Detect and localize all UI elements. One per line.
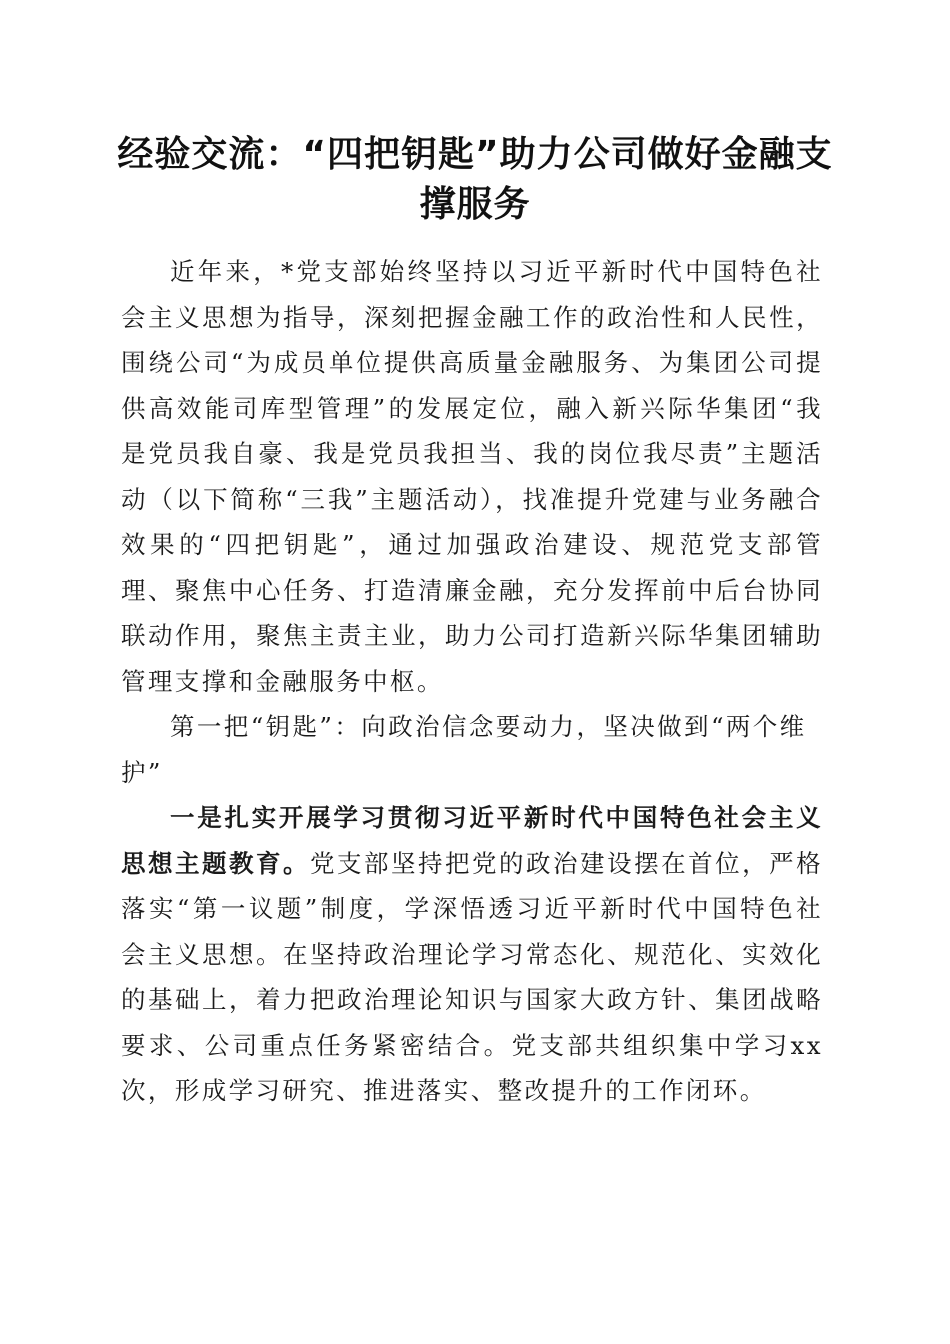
section-paragraph-lead: 一是扎实开展学习贯彻习近平新时代中国特色社会主义思想主题教育。	[121, 803, 823, 878]
section-paragraph-rest: 党支部坚持把党的政治建设摆在首位，严格落实“第一议题”制度，学深悟透习近平新时代中国特色社会主义思想。在坚持政治理论学习常态化、规范化、实效化的基础上，着力把政治理论知识与国家大政方针、集团战略要求、公司重点任务紧密结合。党支部共组织集中学习xx次，形成学习研究、推进落实、整改提升的工作闭环。	[121, 848, 823, 1105]
document-body	[121, 249, 823, 1114]
section-paragraph	[121, 795, 823, 1114]
intro-paragraph: 近年来，*党支部始终坚持以习近平新时代中国特色社会主义思想为指导，深刻把握金融工作的政治性和人民性，围绕公司“为成员单位提供高质量金融服务、为集团公司提供高效能司库型管理”的发展定位，融入新兴际华集团“我是党员我自豪、我是党员我担当、我的岗位我尽责”主题活动（以下简称“三我”主题活动），找准提升党建与业务融合效果的“四把钥匙”，通过加强政治建设、规范党支部管理、聚焦中心任务、打造清廉金融，充分发挥前中后台协同联动作用，聚焦主责主业，助力公司打造新兴际华集团辅助管理支撑和金融服务中枢。	[121, 257, 823, 696]
section-heading: 第一把“钥匙”：向政治信念要动力，坚决做到“两个维护”	[121, 712, 807, 787]
document-title: 经验交流：“四把钥匙”助力公司做好金融支撑服务	[117, 134, 833, 225]
